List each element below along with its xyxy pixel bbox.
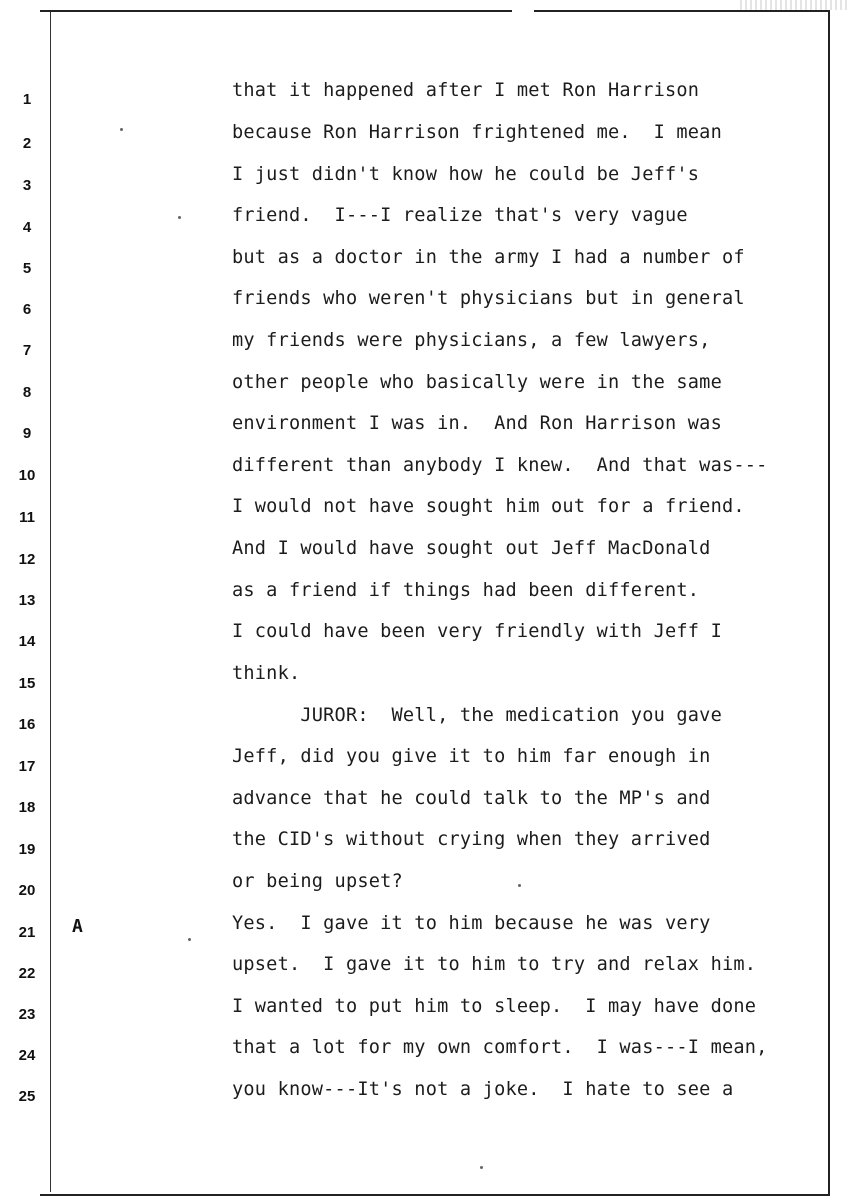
frame-gap <box>512 8 534 14</box>
line-number: 9 <box>22 425 32 442</box>
line-number: 22 <box>18 965 36 982</box>
line-number: 7 <box>22 342 32 359</box>
transcript-line: JUROR: Well, the medication you gave <box>232 705 722 726</box>
transcript-line: Jeff, did you give it to him far enough in <box>232 746 711 767</box>
left-margin-rule <box>50 12 51 1192</box>
transcript-line: but as a doctor in the army I had a number of <box>232 247 745 268</box>
line-number: 23 <box>18 1006 36 1023</box>
scan-smudge <box>740 0 850 10</box>
transcript-line: And I would have sought out Jeff MacDonald <box>232 538 711 559</box>
transcript-line: as a friend if things had been different. <box>232 580 700 601</box>
line-number: 20 <box>18 882 36 899</box>
line-number: 4 <box>22 219 32 236</box>
line-number: 19 <box>18 841 36 858</box>
line-number: 24 <box>18 1047 36 1064</box>
transcript-line: I could have been very friendly with Jeff I <box>232 621 722 642</box>
line-number: 11 <box>19 509 35 526</box>
transcript-line: that a lot for my own comfort. I was---I mean, <box>232 1037 768 1058</box>
line-number: 12 <box>18 551 36 568</box>
line-number: 8 <box>22 384 32 401</box>
scan-speck <box>188 938 191 941</box>
transcript-line: Yes. I gave it to him because he was very <box>232 913 711 934</box>
line-number: 1 <box>22 91 32 108</box>
page-frame <box>40 10 830 1196</box>
line-number: 15 <box>18 675 36 692</box>
transcript-line: different than anybody I knew. And that was--- <box>232 455 768 476</box>
scan-speck <box>120 128 123 131</box>
line-number: 13 <box>18 592 36 609</box>
transcript-line: other people who basically were in the same <box>232 372 722 393</box>
line-number: 18 <box>18 799 36 816</box>
transcript-line: upset. I gave it to him to try and relax him. <box>232 954 757 975</box>
transcript-line: friends who weren't physicians but in general <box>232 288 745 309</box>
scan-speck <box>480 1166 483 1169</box>
transcript-line: because Ron Harrison frightened me. I mean <box>232 122 722 143</box>
speaker-label-answer: A <box>72 916 83 937</box>
line-number: 3 <box>22 177 32 194</box>
line-number: 5 <box>22 260 32 277</box>
transcript-line: I would not have sought him out for a friend. <box>232 496 745 517</box>
line-number: 16 <box>18 716 36 733</box>
line-number: 6 <box>22 301 32 318</box>
transcript-line: environment I was in. And Ron Harrison was <box>232 413 722 434</box>
transcript-line: advance that he could talk to the MP's and <box>232 788 711 809</box>
line-number: 25 <box>18 1088 36 1105</box>
transcript-line: the CID's without crying when they arrived <box>232 829 711 850</box>
transcript-line: my friends were physicians, a few lawyers, <box>232 330 711 351</box>
line-number: 10 <box>18 467 36 484</box>
transcript-line: I just didn't know how he could be Jeff's <box>232 164 700 185</box>
transcript-line: you know---It's not a joke. I hate to see a <box>232 1079 734 1100</box>
transcript-line: I wanted to put him to sleep. I may have done <box>232 996 757 1017</box>
transcript-line: that it happened after I met Ron Harrison <box>232 80 700 101</box>
transcript-line: friend. I---I realize that's very vague <box>232 205 688 226</box>
scan-speck <box>178 216 181 219</box>
line-number: 17 <box>18 758 36 775</box>
line-number: 21 <box>18 924 36 941</box>
transcript-line: or being upset? <box>232 871 403 892</box>
transcript-line: think. <box>232 663 301 684</box>
line-number: 2 <box>22 135 32 152</box>
scan-speck <box>518 884 521 887</box>
line-number: 14 <box>18 633 36 650</box>
